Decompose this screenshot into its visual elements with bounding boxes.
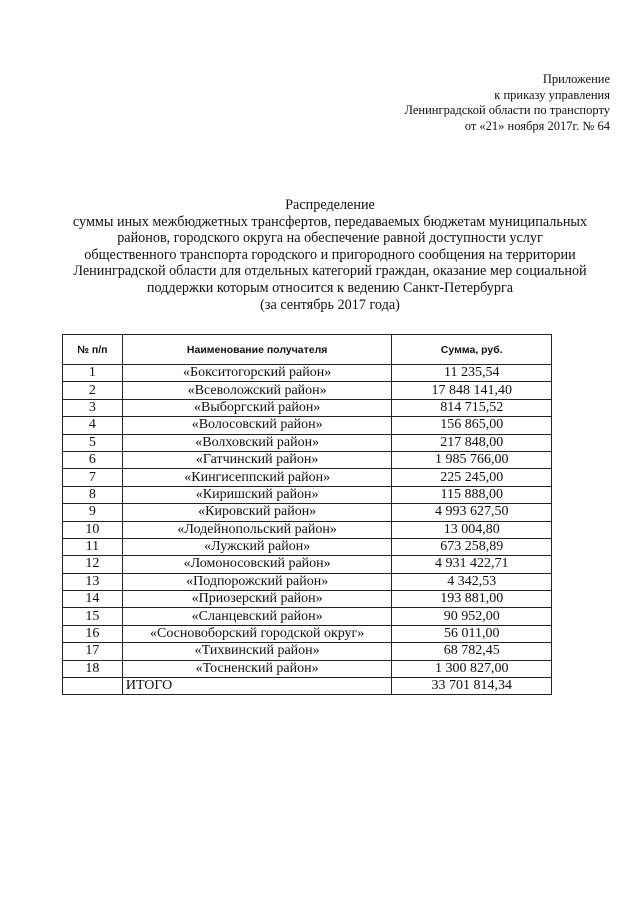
row-sum: 11 235,54 [392, 365, 552, 382]
row-sum: 13 004,80 [392, 521, 552, 538]
table-row [63, 382, 552, 399]
row-number: 14 [63, 591, 123, 608]
row-number: 18 [63, 660, 123, 677]
row-number: 15 [63, 608, 123, 625]
row-sum: 4 993 627,50 [392, 504, 552, 521]
total-empty-cell [63, 678, 123, 695]
row-sum: 156 865,00 [392, 417, 552, 434]
row-sum: 1 985 766,00 [392, 451, 552, 468]
annex-title: Приложение [542, 72, 610, 86]
table-body [63, 365, 552, 695]
row-sum: 193 881,00 [392, 591, 552, 608]
row-sum: 4 931 422,71 [392, 556, 552, 573]
table-row [63, 504, 552, 521]
heading-line: районов, городского округа на обеспечение равной доступности услуг [117, 230, 543, 247]
table-row [63, 573, 552, 590]
row-sum: 225 245,00 [392, 469, 552, 486]
row-number: 17 [63, 643, 123, 660]
heading-line: поддержки которым относится к ведению Санкт-Петербурга [146, 279, 514, 296]
table-row [63, 365, 552, 382]
recipient-name: «Бокситогорский район» [122, 365, 392, 382]
recipient-name: «Кингисеппский район» [122, 469, 392, 486]
header-number: № п/п [63, 335, 123, 365]
table-row [63, 538, 552, 555]
row-sum: 68 782,45 [392, 643, 552, 660]
recipient-name: «Выборгский район» [122, 399, 392, 416]
annex-department: Ленинградской области по транспорту [404, 103, 610, 117]
recipient-name: «Ломоносовский район» [122, 556, 392, 573]
heading-line: Ленинградской области для отдельных категорий граждан, оказание мер социальной [73, 263, 587, 280]
row-number: 12 [63, 556, 123, 573]
total-sum: 33 701 814,34 [392, 678, 552, 695]
table-row [63, 521, 552, 538]
row-number: 1 [63, 365, 123, 382]
row-sum: 4 342,53 [392, 573, 552, 590]
recipient-name: «Лодейнопольский район» [122, 521, 392, 538]
distribution-table [62, 334, 552, 695]
row-number: 16 [63, 625, 123, 642]
row-sum: 1 300 827,00 [392, 660, 552, 677]
annex-order-ref: к приказу управления [494, 87, 610, 102]
table-row [63, 417, 552, 434]
recipient-name: «Волосовский район» [122, 417, 392, 434]
recipient-name: «Подпорожский район» [122, 573, 392, 590]
row-number: 13 [63, 573, 123, 590]
row-number: 7 [63, 469, 123, 486]
heading-period: (за сентябрь 2017 года) [260, 296, 400, 313]
recipient-name: «Сланцевский район» [122, 608, 392, 625]
recipient-name: «Тосненский район» [122, 660, 392, 677]
recipient-name: «Гатчинский район» [122, 451, 392, 468]
row-sum: 814 715,52 [392, 399, 552, 416]
row-sum: 17 848 141,40 [392, 382, 552, 399]
table-row [63, 556, 552, 573]
document-heading [60, 197, 600, 313]
recipient-name: «Приозерский район» [122, 591, 392, 608]
row-number: 9 [63, 504, 123, 521]
total-row [63, 678, 552, 695]
recipient-name: «Лужский район» [122, 538, 392, 555]
recipient-name: «Волховский район» [122, 434, 392, 451]
recipient-name: «Тихвинский район» [122, 643, 392, 660]
table-row [63, 451, 552, 468]
table-row [63, 608, 552, 625]
total-label: ИТОГО [122, 678, 392, 695]
recipient-name: «Всеволожский район» [122, 382, 392, 399]
table-header-row [63, 335, 552, 365]
table-row [63, 625, 552, 642]
row-sum: 56 011,00 [392, 625, 552, 642]
table-row [63, 434, 552, 451]
row-number: 5 [63, 434, 123, 451]
row-number: 11 [63, 538, 123, 555]
table-row [63, 469, 552, 486]
header-sum: Сумма, руб. [392, 335, 552, 365]
header-recipient: Наименование получателя [122, 335, 392, 365]
heading-line: общественного транспорта городского и пригородного сообщения на территории [84, 246, 576, 263]
heading-line: суммы иных межбюджетных трансфертов, передаваемых бюджетам муниципальных [72, 213, 588, 230]
table-row [63, 486, 552, 503]
row-number: 8 [63, 486, 123, 503]
row-sum: 90 952,00 [392, 608, 552, 625]
annex-date-number: от «21» ноября 2017г. № 64 [464, 118, 610, 133]
recipient-name: «Кировский район» [122, 504, 392, 521]
document-title: Распределение [285, 197, 375, 213]
table-row [63, 399, 552, 416]
table-row [63, 660, 552, 677]
recipient-name: «Сосновоборский городской округ» [122, 625, 392, 642]
row-number: 6 [63, 451, 123, 468]
row-sum: 217 848,00 [392, 434, 552, 451]
row-number: 10 [63, 521, 123, 538]
row-sum: 673 258,89 [392, 538, 552, 555]
row-number: 3 [63, 399, 123, 416]
table-row [63, 643, 552, 660]
row-number: 2 [63, 382, 123, 399]
row-sum: 115 888,00 [392, 486, 552, 503]
table-row [63, 591, 552, 608]
recipient-name: «Киришский район» [122, 486, 392, 503]
row-number: 4 [63, 417, 123, 434]
annex-block [404, 72, 610, 134]
